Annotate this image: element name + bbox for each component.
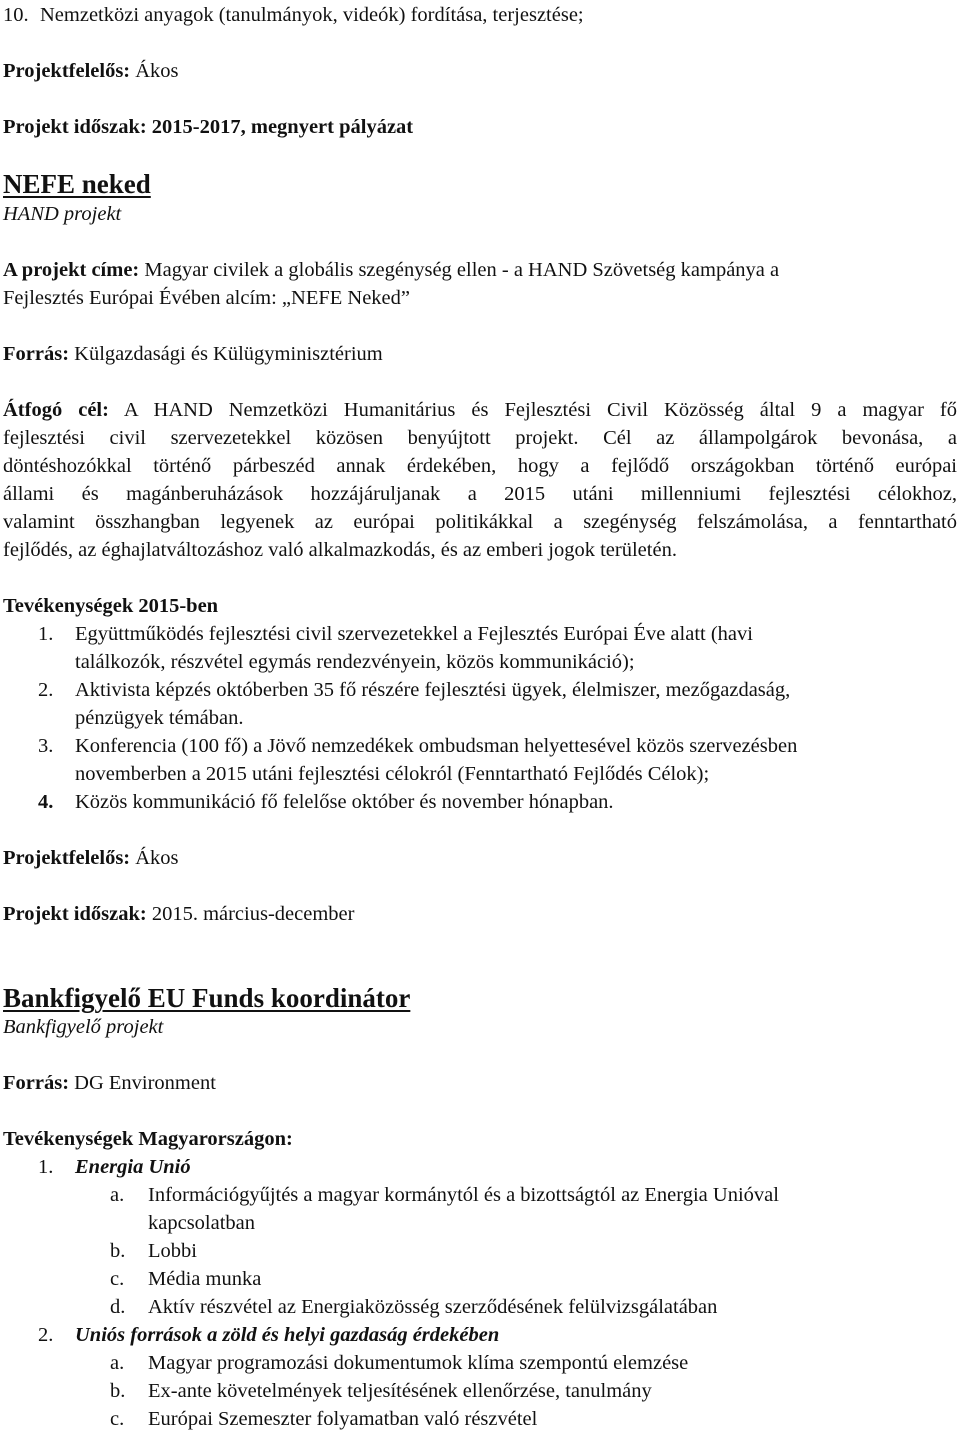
- section-subtitle: HAND projekt: [3, 203, 122, 225]
- goal-line-3: döntéshozókkal történő párbeszéd annak érdekében, hogy a fejlődő országokban történő európai: [3, 455, 957, 477]
- group-title: Uniós források a zöld és helyi gazdaság érdekében: [75, 1324, 500, 1346]
- item-text: Magyar programozási dokumentumok klíma szempontú elemzése: [148, 1352, 689, 1374]
- group-number: 2.: [38, 1324, 54, 1346]
- project-title: [3, 260, 779, 281]
- source-value: Külgazdasági és Külügyminisztérium: [74, 343, 383, 365]
- responsible-value: Ákos: [135, 847, 179, 869]
- item-text: Lobbi: [148, 1240, 197, 1262]
- project-title-label: A projekt címe:: [3, 259, 140, 281]
- goal-line-6: fejlődés, az éghajlatváltozáshoz való alkalmazkodás, és az emberi jogok területén.: [3, 539, 677, 561]
- activity-text-cont: novemberben a 2015 utáni fejlesztési célokról (Fenntartható Fejlődés Célok);: [75, 763, 710, 785]
- activity-text: Konferencia (100 fő) a Jövő nemzedékek ombudsman helyettesével közös szervezésben: [75, 735, 798, 757]
- activity-number: 4.: [38, 791, 54, 813]
- source: [3, 1073, 216, 1094]
- source-value: DG Environment: [74, 1072, 216, 1094]
- goal-label: Átfogó cél:: [3, 399, 109, 421]
- activities-title: Tevékenységek 2015-ben: [3, 595, 219, 617]
- activity-number: 1.: [38, 623, 54, 645]
- source-label: Forrás:: [3, 1072, 70, 1094]
- goal-line-2: fejlesztési civil szervezetekkel közösen benyújtott projekt. Cél az állampolgárok bevonása, a: [3, 427, 957, 449]
- activities-title: Tevékenységek Magyarországon:: [3, 1128, 293, 1150]
- activity-text: Közös kommunikáció fő felelőse október és november hónapban.: [75, 791, 614, 813]
- project-title-value: Magyar civilek a globális szegénység ellen - a HAND Szövetség kampánya a: [144, 259, 780, 281]
- activity-text: Aktivista képzés októberben 35 fő részére fejlesztési ügyek, élelmiszer, mezőgazdaság,: [75, 679, 791, 701]
- goal-text: A HAND Nemzetközi Humanitárius és Fejlesztési Civil Közösség által 9 a magyar fő: [123, 399, 958, 421]
- group-title: Energia Unió: [75, 1156, 191, 1178]
- section-subtitle: Bankfigyelő projekt: [3, 1016, 164, 1038]
- responsible-value: Ákos: [135, 60, 179, 82]
- list-item-text: Nemzetközi anyagok (tanulmányok, videók) fordítása, terjesztése;: [40, 4, 584, 26]
- item-text: Média munka: [148, 1268, 262, 1290]
- period-label: Projekt időszak:: [3, 903, 147, 925]
- activity-text-cont: találkozók, részvétel egymás rendezvényein, közös kommunikáció);: [75, 651, 635, 673]
- project-responsible: [3, 61, 179, 82]
- item-letter: d.: [110, 1296, 126, 1318]
- source: [3, 344, 383, 365]
- goal-line-5: valamint összhangban legyenek az európai politikákkal a szegénység felszámolása, a fenntartható: [3, 511, 957, 533]
- item-text-cont: kapcsolatban: [148, 1212, 256, 1234]
- project-period: [3, 904, 354, 925]
- source-label: Forrás:: [3, 343, 70, 365]
- activity-number: 3.: [38, 735, 54, 757]
- item-text: Ex-ante követelmények teljesítésének ellenőrzése, tanulmány: [148, 1380, 652, 1402]
- activity-number: 2.: [38, 679, 54, 701]
- item-text: Aktív részvétel az Energiaközösség szerződésének felülvizsgálatában: [148, 1296, 718, 1318]
- item-letter: b.: [110, 1240, 126, 1262]
- goal-line-4: állami és magánberuházások hozzájáruljanak a 2015 utáni millenniumi fejlesztési célokhoz,: [3, 483, 957, 505]
- activity-text: Együttműködés fejlesztési civil szervezetekkel a Fejlesztés Európai Éve alatt (havi: [75, 623, 753, 645]
- goal-line-1: [3, 400, 957, 421]
- item-letter: c.: [110, 1408, 125, 1430]
- list-item-number: 10.: [3, 4, 29, 26]
- item-letter: b.: [110, 1380, 126, 1402]
- section-title: Bankfigyelő EU Funds koordinátor: [3, 983, 411, 1013]
- project-period: Projekt időszak: 2015-2017, megnyert pályázat: [3, 116, 414, 138]
- item-letter: a.: [110, 1352, 125, 1374]
- section-title: NEFE neked: [3, 169, 151, 199]
- item-text: Információgyűjtés a magyar kormánytól és a bizottságtól az Energia Unióval: [148, 1184, 779, 1206]
- responsible-label: Projektfelelős:: [3, 847, 131, 869]
- project-title-line2: Fejlesztés Európai Évében alcím: „NEFE Neked”: [3, 287, 411, 309]
- group-number: 1.: [38, 1156, 54, 1178]
- item-text: Európai Szemeszter folyamatban való részvétel: [148, 1408, 538, 1430]
- project-responsible: [3, 848, 179, 869]
- responsible-label: Projektfelelős:: [3, 60, 131, 82]
- period-value: 2015. március-december: [151, 903, 355, 925]
- activity-text-cont: pénzügyek témában.: [75, 707, 244, 729]
- item-letter: c.: [110, 1268, 125, 1290]
- item-letter: a.: [110, 1184, 125, 1206]
